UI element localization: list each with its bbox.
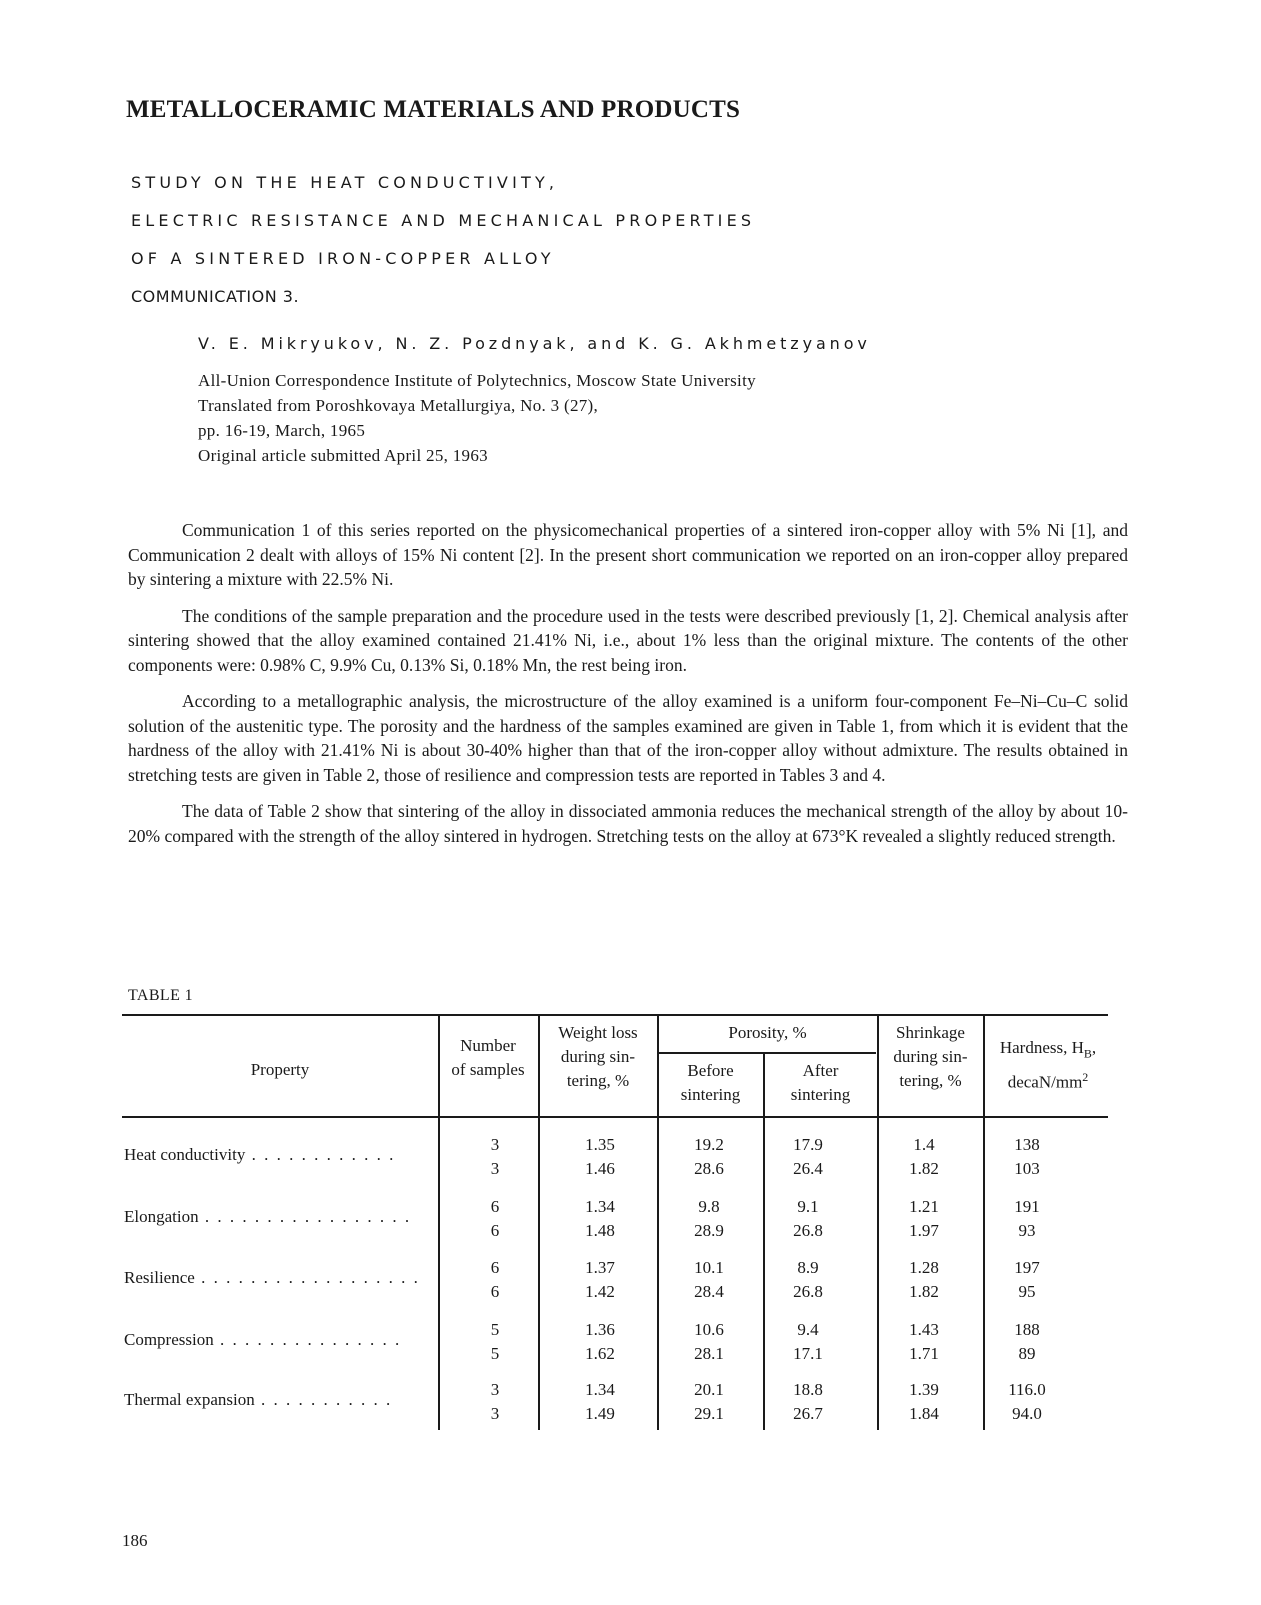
table-cell: 9.1 (797, 1197, 819, 1216)
property-label (124, 1207, 432, 1227)
property-name: Heat conductivity (124, 1145, 246, 1164)
affiliation: All-Union Correspondence Institute of Polytechnics, Moscow State University (198, 371, 756, 390)
table-cell: 29.1 (694, 1404, 724, 1423)
table-cell: 89 (1018, 1344, 1036, 1363)
paragraph-2: The conditions of the sample preparation and the procedure used in the tests were described previously [1, 2]. Chemical analysis after sintering showed that the alloy examined contained 21.41% Ni, i.e., about 1% less than the original mixture. The contents of the other components were: 0.98% C, 9.9% Cu, 0.13% Si, 0.18% Mn, the rest being iron. (128, 605, 1128, 675)
property-name: Elongation (124, 1207, 199, 1226)
table-cell: 1.34 (585, 1380, 615, 1399)
table-cell: 1.82 (909, 1282, 939, 1301)
table-cell: 6 (490, 1282, 500, 1301)
property-label (124, 1268, 432, 1288)
table-cell: 6 (490, 1197, 500, 1216)
property-label (124, 1145, 432, 1165)
property-name: Compression (124, 1330, 214, 1349)
table-cell: 3 (490, 1135, 500, 1154)
table-cell: 1.48 (585, 1221, 615, 1240)
table-cell: 5 (490, 1344, 500, 1363)
header-text: Hardness, $H_B$, (999, 1038, 1097, 1061)
table-cell: 17.1 (793, 1344, 823, 1363)
header-text: tering, % (899, 1071, 962, 1090)
pages-date: pp. 16-19, March, 1965 (198, 421, 366, 440)
translation-source: Translated from Poroshkovaya Metallurgiya, No. 3 (27), (198, 396, 599, 415)
table-cell: 26.4 (793, 1159, 823, 1178)
header-text: Hardness, H (999, 1038, 1084, 1057)
header-text: After (802, 1061, 839, 1080)
table-cell: 18.8 (793, 1380, 823, 1399)
table-cell: 6 (490, 1258, 500, 1277)
header-text: during sin- (893, 1047, 968, 1066)
table-cell: 26.8 (793, 1221, 823, 1240)
paragraph-4: The data of Table 2 show that sintering of the alloy in dissociated ammonia reduces the mechanical strength of the alloy by about 10-20% compared with the strength of the alloy sintered in hydrogen. Stretching tests on the alloy at 673°K revealed a slightly reduced strength. (128, 801, 1128, 846)
table-cell: 26.8 (793, 1282, 823, 1301)
header-text (985, 1065, 1111, 1095)
paragraph-1: Communication 1 of this series reported on the physicomechanical properties of a sintered iron-copper alloy with 5% Ni [1], and Communication 2 dealt with alloys of 15% Ni content [2]. In the present short communication we reported on an iron-copper alloy prepared by sintering a mixture with 22.5% Ni. (128, 520, 1128, 589)
paragraph-3: According to a metallographic analysis, the microstructure of the alloy examined is a uniform four-component Fe–Ni–Cu–C solid solution of the austenitic type. The porosity and the hardness of the samples examined are given in Table 1, from which it is evident that the hardness of the alloy with 21.41% Ni is about 30-40% higher than that of the iron-copper alloy without admixture. The results obtained in stretching tests are given in Table 2, those of resilience and compression tests are reported in Tables 3 and 4. (128, 691, 1128, 785)
table-cell: 188 (1014, 1320, 1040, 1339)
table-cell: 1.49 (585, 1404, 615, 1423)
header-text: sintering (790, 1085, 851, 1104)
header-superscript: 2 (1082, 1070, 1089, 1085)
article-title-line-2: ELECTRIC RESISTANCE AND MECHANICAL PROPERTIES (131, 211, 756, 230)
page-number: 186 (122, 1531, 148, 1550)
table-cell: 26.7 (793, 1404, 823, 1423)
header-text: Shrinkage (896, 1023, 965, 1042)
authors: V. E. Mikryukov, N. Z. Pozdnyak, and K. G. Akhmetzyanov (198, 334, 871, 353)
header-text: of samples (451, 1060, 525, 1079)
header-text: during sin- (560, 1047, 636, 1066)
table-header-rule (122, 1116, 1108, 1118)
table-cell: 1.84 (909, 1404, 939, 1423)
table-cell: 191 (1014, 1197, 1040, 1216)
table-cell: 1.46 (585, 1159, 615, 1178)
table-cell: 1.4 (913, 1135, 935, 1154)
table-cell: 1.28 (909, 1258, 939, 1277)
table-cell: 17.9 (793, 1135, 823, 1154)
leader-dots: . . . . . . . . . . . . . . . . . (198, 1207, 412, 1226)
leader-dots: . . . . . . . . . . . . (245, 1145, 396, 1164)
header-text: Weight loss (558, 1023, 638, 1042)
table-cell: 6 (490, 1221, 500, 1240)
article-body (128, 518, 1128, 860)
porosity-sub-rule (658, 1052, 876, 1054)
table-cell: 138 (1014, 1135, 1040, 1154)
table-cell: 1.21 (909, 1197, 939, 1216)
submitted-date: Original article submitted April 25, 1963 (198, 446, 488, 465)
table-cell: 116.0 (1008, 1380, 1046, 1399)
leader-dots: . . . . . . . . . . . . . . . (213, 1330, 402, 1349)
header-text: Before (687, 1061, 734, 1080)
table-cell: 95 (1018, 1282, 1036, 1301)
table-cell: 1.71 (909, 1344, 939, 1363)
property-label (124, 1330, 432, 1350)
table-cell: 1.39 (909, 1380, 939, 1399)
table-cell: 1.36 (585, 1320, 615, 1339)
table-cell: 3 (490, 1380, 500, 1399)
table-cell: 1.34 (585, 1197, 615, 1216)
table-cell: 28.6 (694, 1159, 724, 1178)
header-property: Property (250, 1060, 310, 1079)
table-cell: 1.82 (909, 1159, 939, 1178)
header-shrinkage (879, 1021, 982, 1093)
table-cell: 5 (490, 1320, 500, 1339)
table-cell: 20.1 (694, 1380, 724, 1399)
table-cell: 103 (1014, 1159, 1040, 1178)
header-weight-loss (540, 1021, 656, 1093)
property-name: Thermal expansion (124, 1390, 255, 1409)
article-title-line-1: STUDY ON THE HEAT CONDUCTIVITY, (131, 173, 559, 192)
table-cell: 3 (490, 1404, 500, 1423)
header-text: decaN/mm (1007, 1073, 1083, 1093)
header-subscript: B (1083, 1046, 1092, 1061)
table-cell: 93 (1018, 1221, 1036, 1240)
table-cell: 10.6 (694, 1320, 724, 1339)
header-text: tering, % (566, 1071, 630, 1090)
table-label: TABLE 1 (128, 987, 194, 1004)
table-cell: 1.37 (585, 1258, 615, 1277)
table-cell: 9.4 (797, 1320, 819, 1339)
leader-dots: . . . . . . . . . . . (254, 1390, 393, 1409)
table-cell: 10.1 (694, 1258, 724, 1277)
table-cell: 9.8 (698, 1197, 720, 1216)
header-porosity: Porosity, % (728, 1023, 807, 1042)
header-text: sintering (680, 1085, 741, 1104)
table-cell: 1.62 (585, 1344, 615, 1363)
section-title: METALLOCERAMIC MATERIALS AND PRODUCTS (126, 96, 741, 123)
header-number-of-samples (440, 1034, 536, 1082)
property-label (124, 1390, 432, 1410)
table-cell: 19.2 (694, 1135, 724, 1154)
table-cell: 28.1 (694, 1344, 724, 1363)
table-top-rule (122, 1014, 1108, 1016)
communication-label: COMMUNICATION 3. (131, 287, 300, 306)
header-before-sintering (659, 1059, 762, 1107)
property-name: Resilience (124, 1268, 195, 1287)
header-after-sintering (765, 1059, 876, 1107)
table-cell: 1.35 (585, 1135, 615, 1154)
leader-dots: . . . . . . . . . . . . . . . . . . (194, 1268, 420, 1287)
table-cell: 1.42 (585, 1282, 615, 1301)
article-title-line-3: OF A SINTERED IRON-COPPER ALLOY (131, 249, 555, 268)
table-cell: 3 (490, 1159, 500, 1178)
table-cell: 197 (1014, 1258, 1040, 1277)
header-text: Number (460, 1036, 516, 1055)
table-cell: 1.97 (909, 1221, 939, 1240)
table-cell: 28.4 (694, 1282, 724, 1301)
header-hardness (985, 1036, 1111, 1095)
table-cell: 1.43 (909, 1320, 939, 1339)
table-cell: 8.9 (797, 1258, 819, 1277)
table-cell: 28.9 (694, 1221, 724, 1240)
table-cell: 94.0 (1012, 1404, 1042, 1423)
